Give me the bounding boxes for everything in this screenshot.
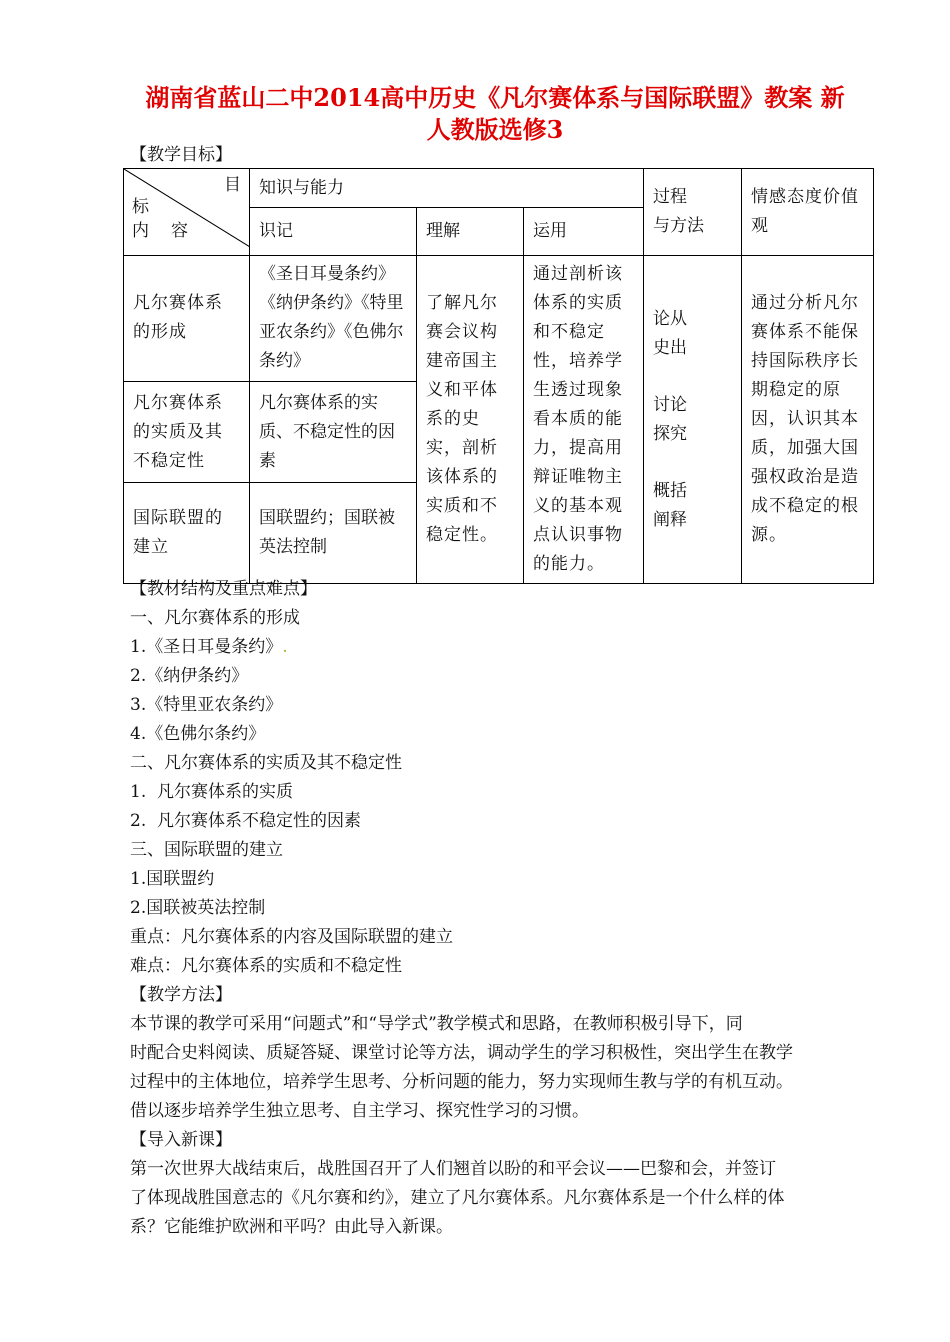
methods-heading: 【教学方法】 [130, 985, 232, 1005]
diag-top-label: 目 [224, 175, 241, 195]
row-label-league: 国际联盟的建立 [124, 483, 250, 584]
intro-line-1: 第一次世界大战结束后，战胜国召开了人们翘首以盼的和平会议——巴黎和会，并签订 [130, 1159, 776, 1179]
apply-header: 运用 [524, 208, 644, 256]
intro-line-2: 了体现战胜国意志的《凡尔赛和约》，建立了凡尔赛体系。凡尔赛体系是一个什么样的体 [130, 1188, 785, 1208]
apply-content: 通过剖析该体系的实质和不稳定性，培养学生透过现象看本质的能力，提高用辩证唯物主义的基本观点认识事物的能力。 [524, 256, 644, 584]
row-formation-memorize: 《圣日耳曼条约》《纳伊条约》《特里亚农条约》《色佛尔条约》 [250, 256, 417, 382]
structure-item-3-2: 2.国联被英法控制 [130, 898, 266, 918]
emotion-values-header: 情感态度价值观 [742, 169, 874, 256]
document-title [110, 82, 880, 146]
understand-content: 了解凡尔赛会议构建帝国主义和平体系的史实，剖析该体系的实质和不稳定性。 [417, 256, 524, 584]
row-essence-memorize: 凡尔赛体系的实质、不稳定性的因素 [250, 381, 417, 483]
structure-section-1: 一、凡尔赛体系的形成 [130, 608, 300, 628]
intro-line-3: 系？它能维护欧洲和平吗？由此导入新课。 [130, 1217, 453, 1237]
process-method-header: 过程 与方法 [644, 169, 742, 256]
methods-line-1: 本节课的教学可采用“问题式”和“导学式”教学模式和思路，在教师积极引导下，同 [130, 1014, 743, 1034]
structure-section-2: 二、凡尔赛体系的实质及其不稳定性 [130, 753, 402, 773]
difficulty-point: 难点：凡尔赛体系的实质和不稳定性 [130, 956, 402, 976]
methods-line-3: 过程中的主体地位，培养学生思考、分析问题的能力，努力实现师生教与学的有机互动。 [130, 1072, 793, 1092]
structure-item-1-1: 1.《圣日耳曼条约》. [130, 637, 288, 657]
row-label-essence: 凡尔赛体系的实质及其不稳定性 [124, 381, 250, 483]
objectives-heading: 【教学目标】 [130, 145, 232, 165]
structure-heading: 【教材结构及重点难点】 [130, 579, 317, 599]
diag-bottom-label: 内容 [132, 221, 210, 241]
knowledge-ability-header: 知识与能力 [250, 169, 644, 208]
diagonal-header-cell [124, 169, 250, 256]
structure-item-1-2: 2.《纳伊条约》 [130, 666, 249, 686]
structure-item-3-1: 1.国联盟约 [130, 869, 215, 889]
diag-mid-label: 标 [132, 197, 149, 217]
emotion-values-content: 通过分析凡尔赛体系不能保持国际秩序长期稳定的原因，认识其本质，加强大国强权政治是造成不稳定的根源。 [742, 256, 874, 584]
structure-item-1-4: 4.《色佛尔条约》 [130, 724, 266, 744]
intro-heading: 【导入新课】 [130, 1130, 232, 1150]
objectives-table [123, 168, 874, 584]
document-body [130, 575, 870, 1242]
title-line-2: 人教版选修3 [426, 115, 564, 144]
memorize-header: 识记 [250, 208, 417, 256]
methods-line-2: 时配合史料阅读、质疑答疑、课堂讨论等方法，调动学生的学习积极性，突出学生在教学 [130, 1043, 793, 1063]
method-item-3: 概括 阐释 [653, 480, 688, 530]
row-league-memorize: 国联盟约；国联被英法控制 [250, 483, 417, 584]
understand-header: 理解 [417, 208, 524, 256]
structure-section-3: 三、国际联盟的建立 [130, 840, 283, 860]
method-item-1: 论从 史出 [653, 308, 688, 358]
method-item-2: 讨论 探究 [653, 394, 688, 444]
structure-item-1-3: 3.《特里亚农条约》 [130, 695, 283, 715]
methods-line-4: 借以逐步培养学生独立思考、自主学习、探究性学习的习惯。 [130, 1101, 589, 1121]
row-label-formation: 凡尔赛体系的形成 [124, 256, 250, 382]
structure-item-2-1: 1. 凡尔赛体系的实质 [130, 782, 294, 802]
structure-item-2-2: 2. 凡尔赛体系不稳定性的因素 [130, 811, 362, 831]
structure-item-1-1-text: 1.《圣日耳曼条约》 [130, 637, 283, 657]
process-method-content [644, 256, 742, 584]
key-point: 重点：凡尔赛体系的内容及国际联盟的建立 [130, 927, 453, 947]
title-line-1: 湖南省蓝山二中2014高中历史《凡尔赛体系与国际联盟》教案 新 [145, 83, 845, 112]
